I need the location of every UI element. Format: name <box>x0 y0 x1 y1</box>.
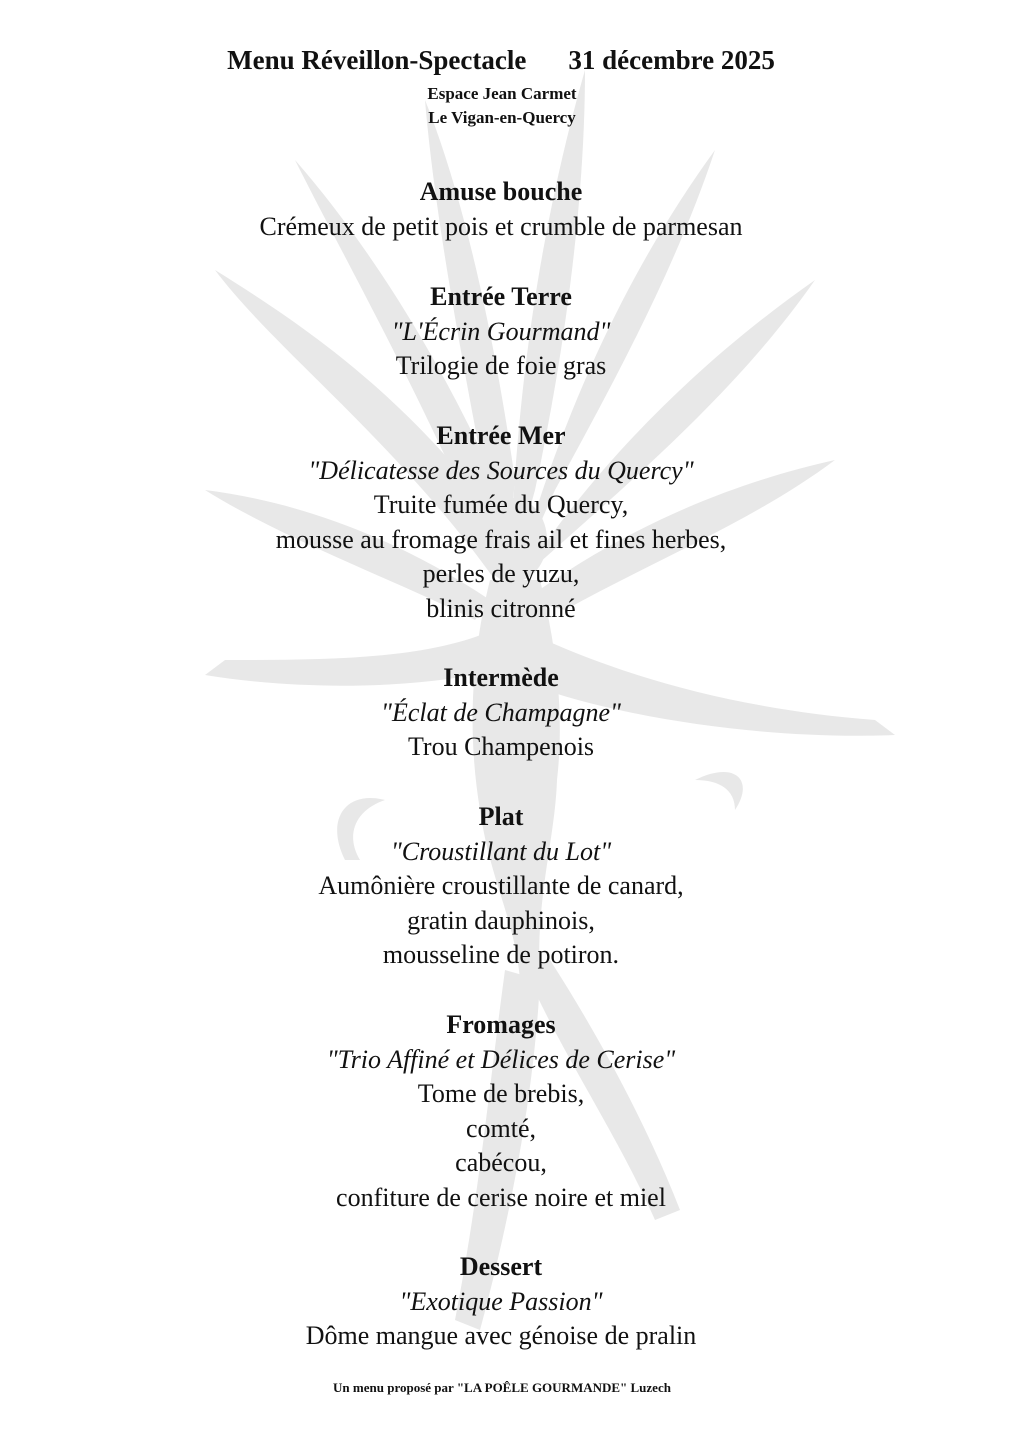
menu-date: 31 décembre 2025 <box>568 45 775 75</box>
dish-name: "Éclat de Champagne" <box>381 697 621 727</box>
course-line: Trou Champenois <box>407 732 595 761</box>
course-heading: Dessert <box>459 1252 543 1281</box>
course-line: mousseline de potiron. <box>382 940 620 969</box>
course-amuse-bouche <box>0 175 1002 244</box>
course-intermede <box>0 661 1002 765</box>
course-line: comté, <box>465 1113 537 1143</box>
course-line: cabécou, <box>455 1148 547 1177</box>
course-heading: Intermède <box>443 663 559 692</box>
course-heading: Entrée Terre <box>430 282 572 311</box>
course-line: blinis citronné <box>426 593 576 623</box>
course-heading: Fromages <box>446 1010 556 1039</box>
course-entree-terre <box>0 280 1002 384</box>
course-line: Truite fumée du Quercy, <box>373 490 629 519</box>
course-line: confiture de cerise noire et miel <box>336 1182 666 1212</box>
dish-name: "Exotique Passion" <box>399 1286 603 1316</box>
course-line: Trilogie de foie gras <box>395 351 607 380</box>
course-line: Dôme mangue avec génoise de pralin <box>305 1321 697 1350</box>
menu-title <box>0 40 1002 80</box>
course-line: perles de yuzu, <box>422 559 580 588</box>
course-heading: Plat <box>478 802 524 831</box>
venue-block <box>0 82 1004 130</box>
course-line: mousse au fromage frais ail et fines herbes, <box>275 524 727 554</box>
dish-name: "Trio Affiné et Délices de Cerise" <box>326 1044 676 1074</box>
course-heading: Amuse bouche <box>419 177 583 206</box>
dish-name: "L'Écrin Gourmand" <box>391 316 611 346</box>
venue-town: Le Vigan-en-Quercy <box>428 108 576 127</box>
course-dessert <box>0 1250 1002 1354</box>
course-entree-mer <box>0 419 1002 626</box>
course-line: Tome de brebis, <box>417 1079 585 1108</box>
course-fromages <box>0 1008 1002 1215</box>
menu-footer: Un menu proposé par "LA POÊLE GOURMANDE" Luzech <box>333 1380 671 1395</box>
course-line: gratin dauphinois, <box>407 905 595 935</box>
menu-title-text: Menu Réveillon-Spectacle <box>227 45 527 75</box>
course-line: Crémeux de petit pois et crumble de parmesan <box>259 211 743 241</box>
dish-name: "Délicatesse des Sources du Quercy" <box>308 455 694 485</box>
course-plat <box>0 800 1002 973</box>
venue-name: Espace Jean Carmet <box>427 84 577 103</box>
course-line: Aumônière croustillante de canard, <box>318 871 684 900</box>
dish-name: "Croustillant du Lot" <box>390 836 612 866</box>
course-heading: Entrée Mer <box>436 421 566 450</box>
